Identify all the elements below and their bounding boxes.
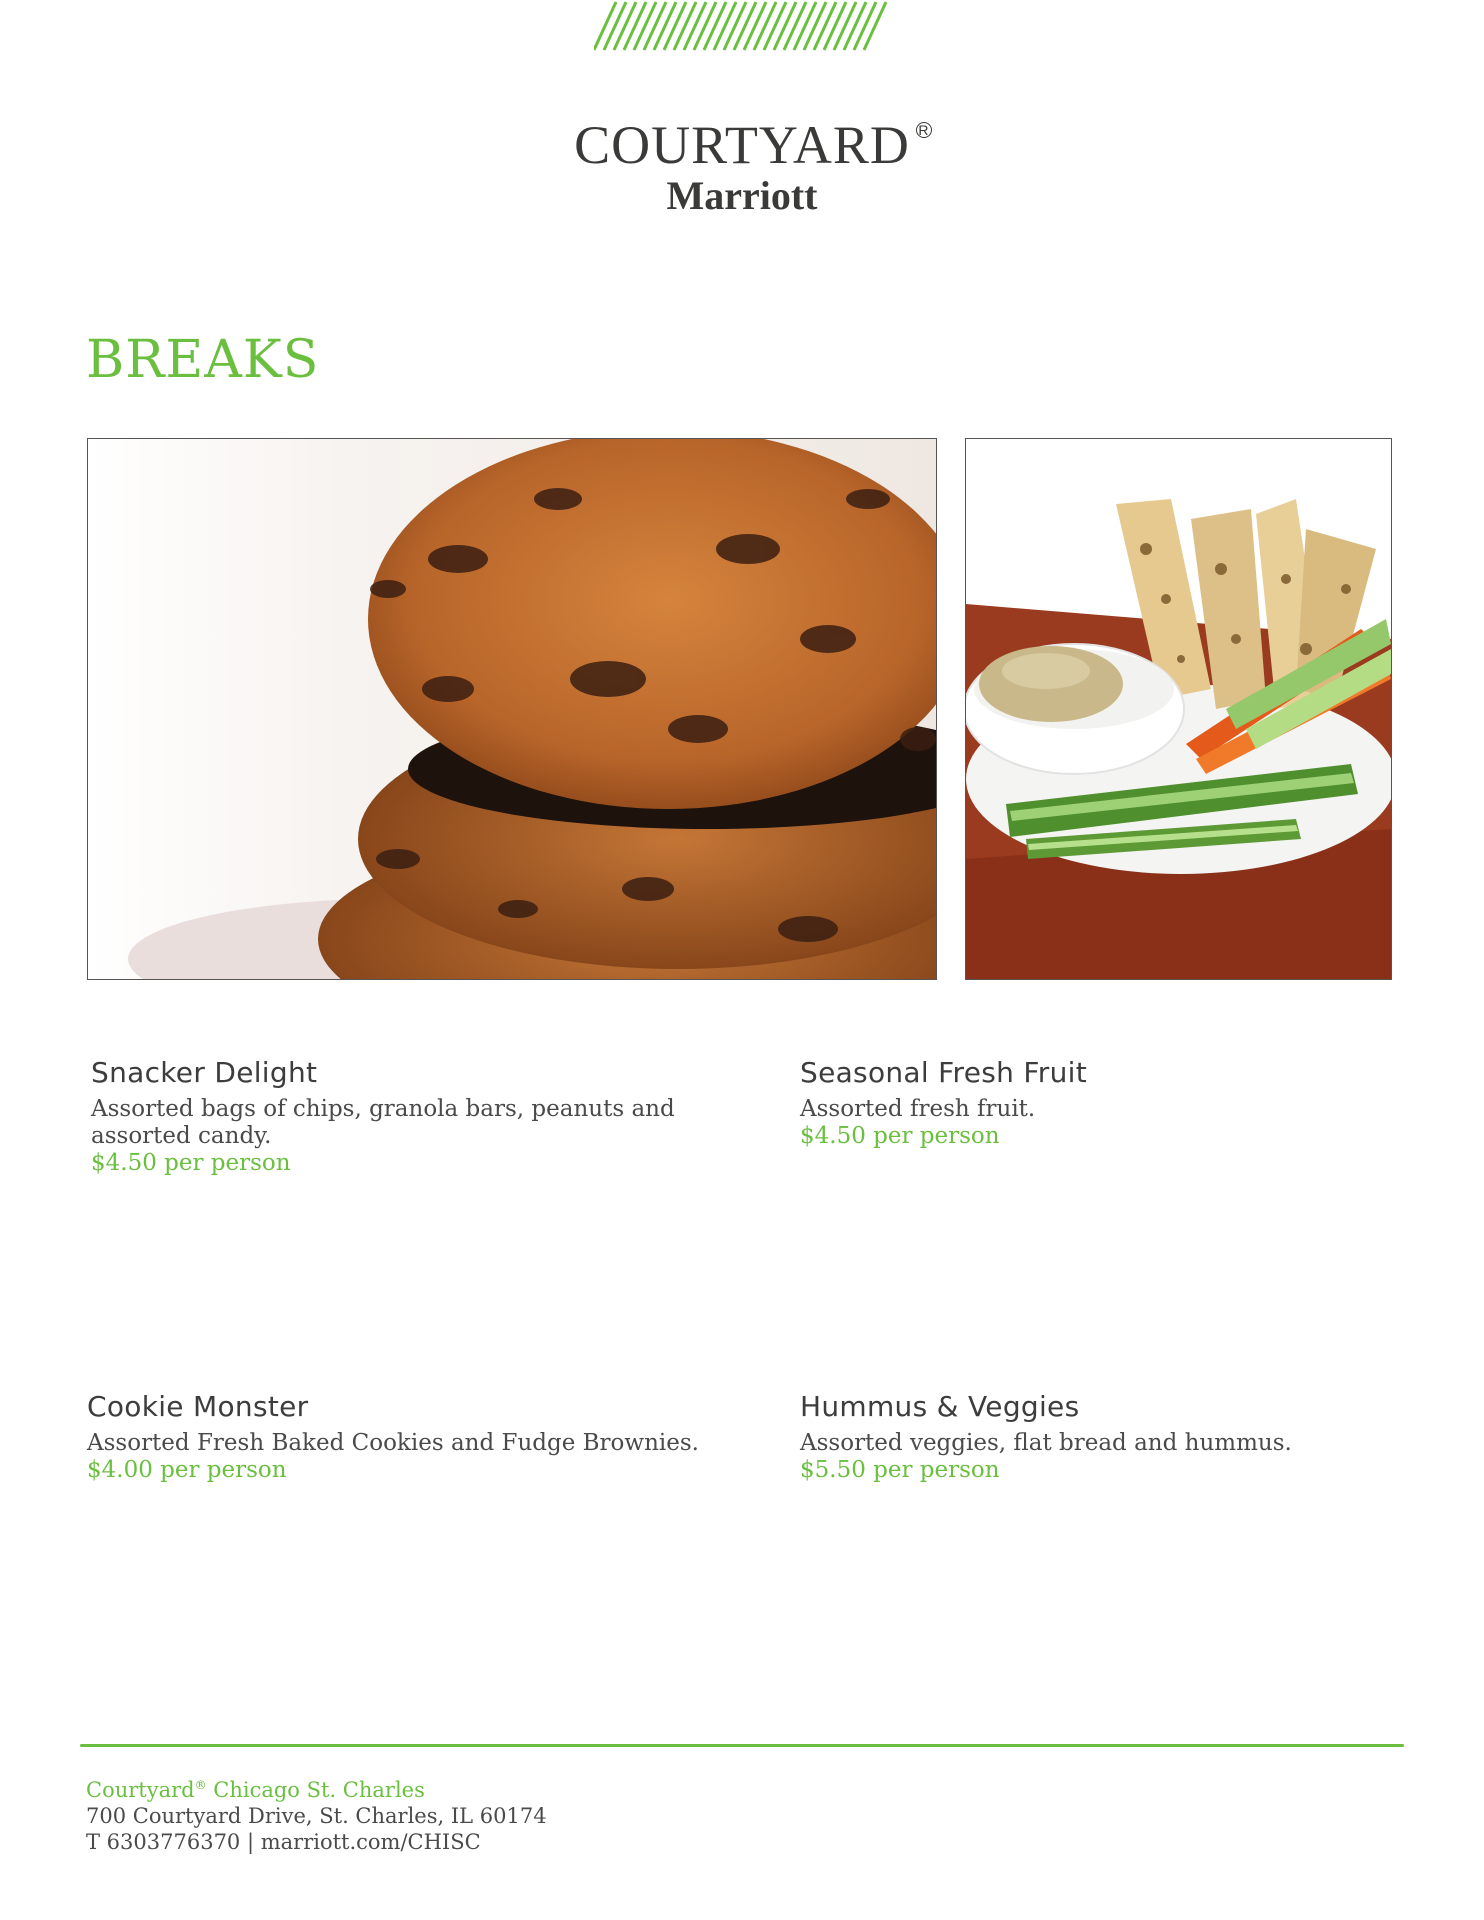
footer-location: Chicago St. Charles <box>206 1778 425 1802</box>
item-title: Snacker Delight <box>91 1056 318 1089</box>
footer <box>86 1772 547 1855</box>
courtyard-marriott-logo <box>0 115 1484 218</box>
logo-brand-text <box>574 115 930 175</box>
item-title: Seasonal Fresh Fruit <box>800 1056 1087 1089</box>
logo-marriott-wordmark: Marriott <box>666 173 818 218</box>
footer-brand: Courtyard <box>86 1778 195 1802</box>
footer-contact: T 6303776370 | marriott.com/CHISC <box>86 1830 481 1854</box>
item-price: $4.00 per person <box>87 1457 287 1483</box>
cookies-photo <box>87 438 937 980</box>
page-title: BREAKS <box>86 330 320 390</box>
item-title: Cookie Monster <box>87 1390 309 1423</box>
item-price: $4.50 per person <box>800 1123 1000 1149</box>
item-description: Assorted bags of chips, granola bars, peanuts and assorted candy. <box>91 1096 675 1149</box>
item-title: Hummus & Veggies <box>800 1390 1080 1423</box>
menu-item-snacker-delight <box>91 1056 731 1177</box>
menu-item-hummus-veggies <box>800 1390 1440 1484</box>
hummus-veggies-photo <box>965 438 1392 980</box>
registered-mark: R <box>916 122 932 138</box>
stripes-decoration <box>594 0 894 52</box>
footer-address: 700 Courtyard Drive, St. Charles, IL 60174 <box>86 1804 547 1828</box>
menu-item-cookie-monster <box>87 1390 727 1484</box>
logo-courtyard-wordmark: COURTYARD <box>574 115 910 175</box>
item-price: $5.50 per person <box>800 1457 1000 1483</box>
menu-item-seasonal-fresh-fruit <box>800 1056 1440 1150</box>
item-price: $4.50 per person <box>91 1150 291 1176</box>
footer-hotel-name <box>86 1772 547 1803</box>
footer-reg-mark: ® <box>194 1778 207 1792</box>
item-description: Assorted fresh fruit. <box>800 1096 1036 1122</box>
item-description: Assorted Fresh Baked Cookies and Fudge Brownies. <box>87 1430 699 1456</box>
footer-divider <box>80 1744 1404 1747</box>
item-description: Assorted veggies, flat bread and hummus. <box>800 1430 1292 1456</box>
